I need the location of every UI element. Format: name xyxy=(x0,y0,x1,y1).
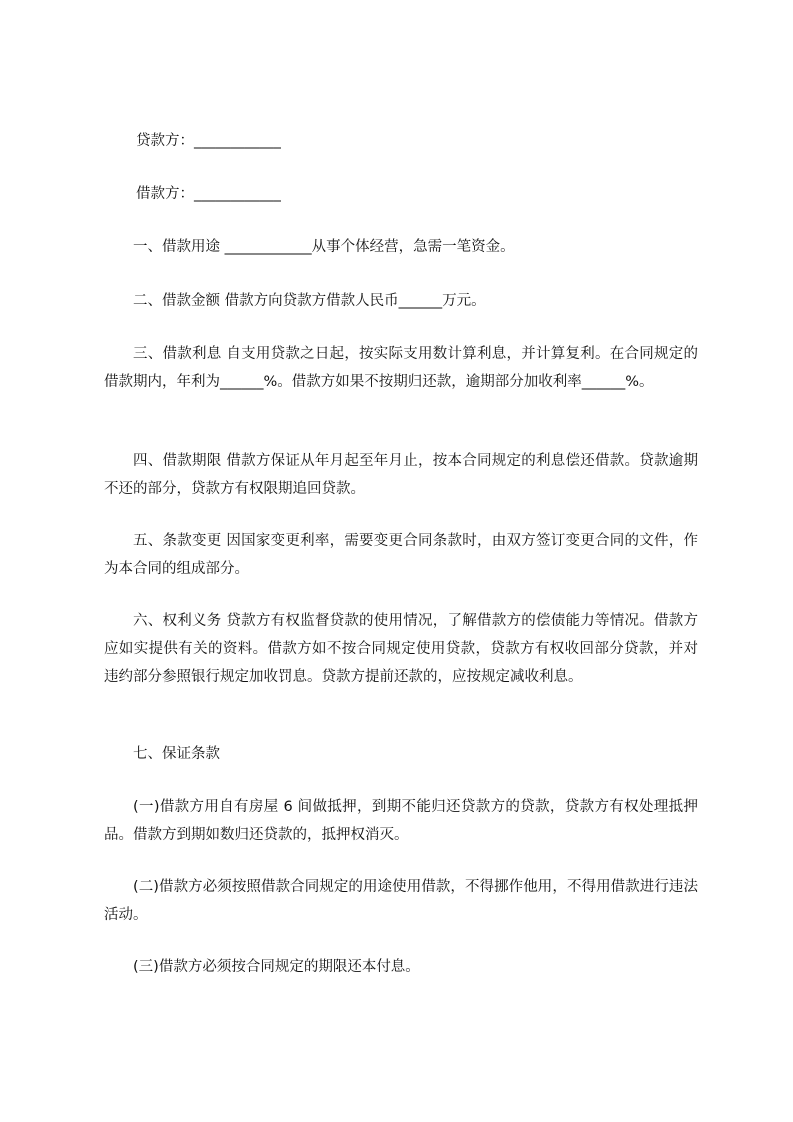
clause-guarantee-title: 七、保证条款 xyxy=(133,746,220,762)
borrower-label: 借款方： xyxy=(136,186,194,202)
clause-interest: 三、借款利息 自支用贷款之日起，按实际支用数计算利息，并计算复利。在合同规定的借款期内，年利为______%。借款方如果不按期归还款，逾期部分加收利率______%。 xyxy=(104,346,698,390)
lender-blank: ____________ xyxy=(194,133,281,149)
clause-purpose: 一、借款用途 ____________从事个体经营，急需一笔资金。 xyxy=(133,239,515,255)
borrower-line xyxy=(136,180,281,208)
clause-rights: 六、权利义务 贷款方有权监督贷款的使用情况，了解借款方的偿债能力等情况。借款方应如实提供有关的资料。借款方如不按合同规定使用贷款，贷款方有权收回部分贷款，并对违约部分参照银行规定加收罚息。贷款方提前还款的，应按规定减收利息。 xyxy=(104,613,698,685)
clause-guarantee-1: (一)借款方用自有房屋 6 间做抵押，到期不能归还贷款方的贷款，贷款方有权处理抵押品。借款方到期如数归还贷款的，抵押权消灭。 xyxy=(104,799,698,843)
clause-change: 五、条款变更 因国家变更利率，需要变更合同条款时，由双方签订变更合同的文件，作为本合同的组成部分。 xyxy=(104,533,698,577)
clause-term: 四、借款期限 借款方保证从年月起至年月止，按本合同规定的利息偿还借款。贷款逾期不还的部分，贷款方有权限期追回贷款。 xyxy=(104,453,698,497)
clause-guarantee-2: (二)借款方必须按照借款合同规定的用途使用借款，不得挪作他用，不得用借款进行违法活动。 xyxy=(104,879,698,923)
lender-label: 贷款方： xyxy=(136,133,194,149)
lender-line xyxy=(136,127,281,155)
borrower-blank: ____________ xyxy=(194,186,281,202)
clause-guarantee-3: (三)借款方必须按合同规定的期限还本付息。 xyxy=(133,959,420,975)
clause-amount: 二、借款金额 借款方向贷款方借款人民币______万元。 xyxy=(133,293,486,309)
